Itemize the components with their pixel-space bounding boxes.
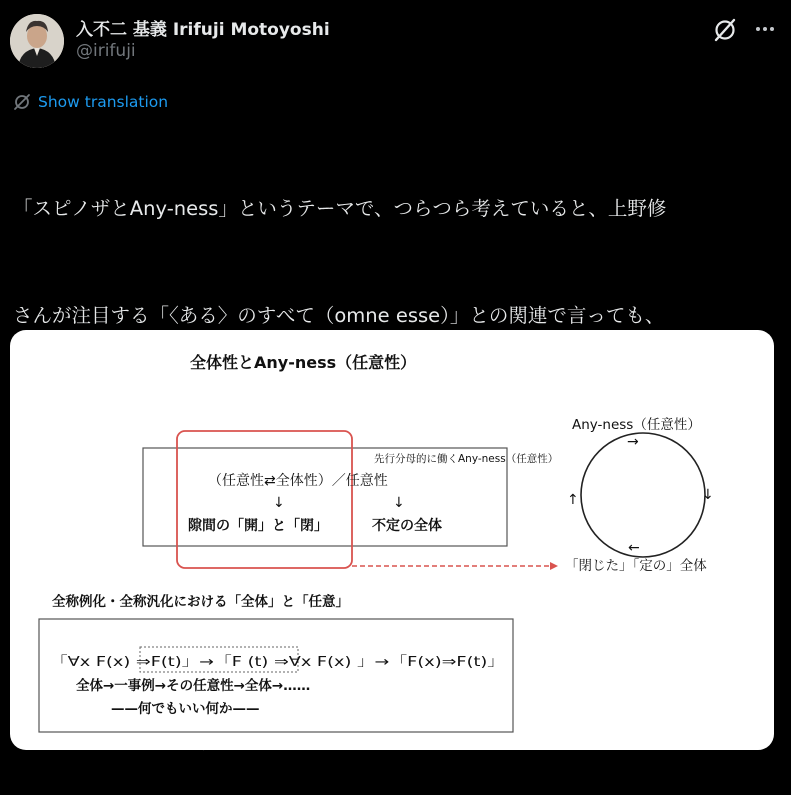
cycle-arrow-left: ↑ [567, 492, 579, 508]
post-line: さんが注目する「〈ある〉のすべて（omne esse）」との関連で言っても、 [13, 303, 665, 327]
diagram [10, 330, 774, 750]
red-frame [177, 431, 352, 568]
down-arrow-left: ↓ [273, 495, 285, 511]
cycle-arrow-bottom: ← [628, 540, 640, 556]
grok-icon[interactable] [712, 17, 738, 43]
avatar-image [10, 14, 64, 68]
post-line: 「スピノザとAny-ness」というテーマで、つらつら考えていると、上野修 [13, 197, 667, 220]
section2-title: 全称例化・全称汎化における「全体」と「任意」 [52, 594, 349, 610]
down-arrow-right: ↓ [393, 495, 405, 511]
annotation: 先行分母的に働くAny-ness（任意性） [374, 453, 559, 465]
dashed-arrow-head [550, 562, 558, 570]
formula: 「∀x F(x) ⇒F(t)」→「F (t) ⇒∀x F(x) 」→「F(x)⇒F(t)」 [50, 654, 505, 670]
post-image[interactable] [10, 330, 774, 750]
cycle-circle [581, 433, 705, 557]
cycle-title: Any-ness（任意性） [572, 417, 701, 433]
diagram-row1: （任意性⇄全体性）／任意性 [208, 473, 388, 489]
cycle-arrow-top: → [627, 434, 639, 450]
chain: 全体→一事例→その任意性→全体→…… [76, 678, 311, 694]
tagline: ——何でもいい何か—— [111, 701, 260, 717]
translate-icon [12, 92, 32, 112]
author-name[interactable]: 入不二 基義 Irifuji Motoyoshi [76, 20, 330, 40]
diagram-row2-left: 隙間の「開」と「閉」 [188, 518, 328, 534]
cycle-caption: 「閉じた」「定の」全体 [565, 558, 707, 574]
more-icon[interactable] [752, 16, 778, 42]
author-handle[interactable]: @irifuji [76, 41, 136, 61]
cycle-arrow-right: ↓ [702, 487, 714, 503]
avatar[interactable] [10, 14, 64, 68]
diagram-title: 全体性とAny-ness（任意性） [190, 353, 417, 372]
show-translation-label: Show translation [38, 93, 169, 111]
diagram-row2-right: 不定の全体 [372, 518, 442, 534]
show-translation-link[interactable] [12, 92, 168, 112]
